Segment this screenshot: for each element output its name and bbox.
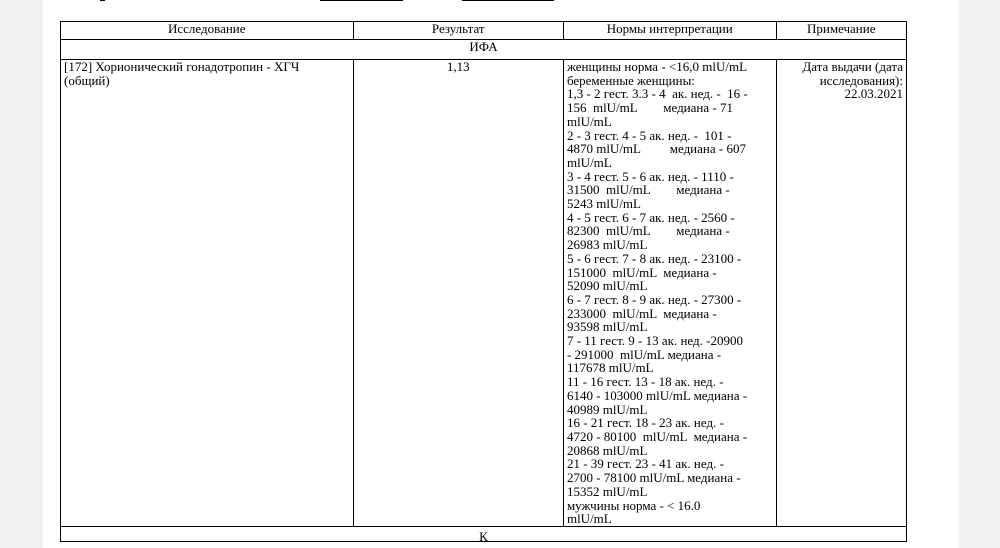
reference-norms — [563, 60, 776, 527]
norm-line: беременные женщины: — [566, 72, 695, 88]
norm-line: 26983 mlU/mL — [566, 237, 648, 253]
norm-line: 31500 mlU/mL медиана - — [566, 182, 730, 198]
test-name-line: (общий) — [64, 72, 110, 88]
norm-line: 52090 mlU/mL — [566, 278, 648, 294]
norm-line: 15352 mlU/mL — [566, 483, 648, 499]
norm-line: 4870 mlU/mL медиана - 607 — [566, 141, 746, 157]
norm-line: 4 - 5 гест. 6 - 7 ак. нед. - 2560 - — [566, 209, 735, 225]
norm-line: 151000 mlU/mL медиана - — [566, 264, 717, 280]
header-norms: Нормы интерпретации — [563, 22, 776, 40]
top-cut-line — [462, 0, 554, 1]
norm-line: 156 mlU/mL медиана - 71 — [566, 100, 733, 116]
norm-line: 82300 mlU/mL медиана - — [566, 223, 730, 239]
norm-line: 2 - 3 гест. 4 - 5 ак. нед. - 101 - — [566, 127, 732, 143]
header-test: Исследование — [61, 22, 354, 40]
test-name — [61, 60, 354, 527]
test-name-line: [172] Хорионический гонадотропин - ХГЧ — [64, 59, 300, 74]
note-line: 22.03.2021 — [844, 86, 903, 102]
next-section-partial — [61, 526, 907, 541]
norm-line: 7 - 11 гест. 9 - 13 ак. нед. -20900 — [566, 333, 743, 349]
norm-line: 6 - 7 гест. 8 - 9 ак. нед. - 27300 - — [566, 291, 742, 307]
header-note: Примечание — [776, 22, 907, 40]
norm-line: 233000 mlU/mL медиана - — [566, 305, 717, 321]
test-result: 1,13 — [353, 60, 563, 527]
results-table — [60, 21, 907, 542]
norm-line: 5243 mlU/mL — [566, 196, 641, 212]
norm-line: 3 - 4 гест. 5 - 6 ак. нед. - 1110 - — [566, 168, 734, 184]
norm-line: mlU/mL — [566, 154, 612, 170]
norm-line: 20868 mlU/mL — [566, 442, 648, 458]
norm-line: 21 - 39 гест. 23 - 41 ак. нед. - — [566, 456, 724, 472]
norm-line: 1,3 - 2 гест. 3.3 - 4 ак. нед. - 16 - — [566, 86, 748, 102]
norm-line: 93598 mlU/mL — [566, 319, 648, 335]
norm-line: 4720 - 80100 mlU/mL медиана - — [566, 428, 748, 444]
top-cut-line — [320, 0, 403, 1]
table-header-row — [61, 22, 907, 40]
table-row — [61, 60, 907, 527]
table-row-partial — [61, 526, 907, 541]
norm-line: 6140 - 103000 mlU/mL медиана - — [566, 387, 748, 403]
section-title: ИФА — [61, 40, 907, 60]
header-result: Результат — [353, 22, 563, 40]
note-cell — [776, 60, 907, 527]
norm-line: 2700 - 78100 mlU/mL медиана - — [566, 470, 741, 486]
note-line: исследования): — [819, 72, 903, 88]
top-cut-line — [100, 0, 105, 1]
norm-line: mlU/mL — [566, 113, 612, 129]
norm-line: mlU/mL — [566, 511, 612, 527]
norm-line: 5 - 6 гест. 7 - 8 ак. нед. - 23100 - — [566, 250, 742, 266]
norm-line: - 291000 mlU/mL медиана - — [566, 346, 722, 362]
section-row — [61, 40, 907, 60]
norm-line: 16 - 21 гест. 18 - 23 ак. нед. - — [566, 415, 724, 431]
norm-line: 117678 mlU/mL — [566, 360, 654, 376]
partial-text: К — [479, 528, 488, 542]
note-line: Дата выдачи (дата — [802, 59, 903, 74]
norm-line: 40989 mlU/mL — [566, 401, 648, 417]
norm-line: 11 - 16 гест. 13 - 18 ак. нед. - — [566, 374, 724, 390]
norm-line: женщины норма - <16,0 mlU/mL — [566, 59, 748, 74]
norm-line: мужчины норма - < 16.0 — [566, 497, 701, 513]
